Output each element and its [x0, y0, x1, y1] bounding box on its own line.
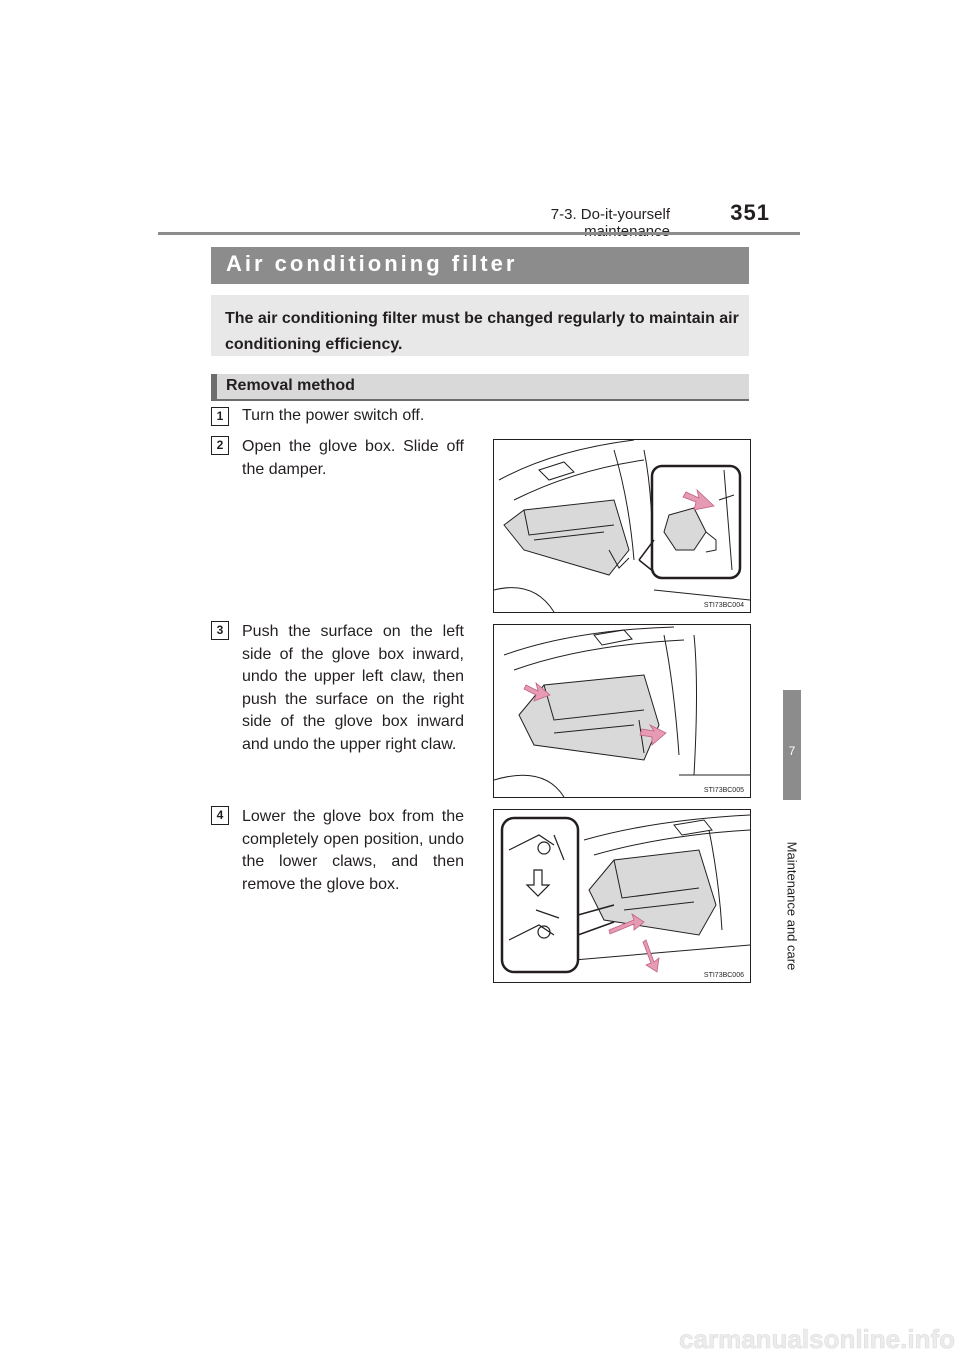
step-text-4: Lower the glove box from the completely open position, undo the lower claws, and then remove the glove box. — [242, 808, 464, 893]
pink-arrow-down-icon — [643, 940, 659, 972]
figure-step-4 — [493, 809, 751, 983]
chapter-tab-number: 7 — [788, 744, 796, 758]
step-text-1: Turn the power switch off. — [242, 407, 425, 424]
svg-text:carmanualsonline.info: carmanualsonline.info — [679, 1324, 955, 1354]
glove-box-claws-illustration — [494, 625, 750, 797]
figure-step-3 — [493, 624, 751, 798]
subheading: Removal method — [226, 377, 355, 394]
section-header: 7-3. Do-it-yourself — [550, 206, 670, 223]
step-text-2: Open the glove box. Slide off the damper. — [242, 438, 464, 478]
subheading-rule — [211, 399, 749, 401]
page-number: 351 — [730, 200, 770, 225]
step-number-1: 1 — [211, 407, 229, 426]
header-rule — [158, 232, 800, 235]
step-number-2: 2 — [211, 436, 229, 455]
watermark-logo — [590, 1322, 960, 1358]
figure-code-4: STI73BC006 — [703, 972, 744, 979]
chapter-tab-label: Maintenance and care — [784, 841, 800, 971]
figure-step-2 — [493, 439, 751, 613]
step-text-3: Push the surface on the left side of the glove box inward, undo the upper left claw, then push the surface on the right side of the glove box inward and undo the upper right claw. — [242, 623, 464, 753]
page-title: Air conditioning filter — [226, 251, 518, 276]
step-number-4: 4 — [211, 806, 229, 825]
figure-code-2: STI73BC004 — [703, 602, 744, 609]
intro-text: The air conditioning filter must be changed regularly to maintain air conditioning efficiency. — [225, 310, 739, 353]
glove-box-removal-illustration — [494, 810, 750, 982]
glove-box-damper-illustration — [494, 440, 750, 612]
figure-code-3: STI73BC005 — [703, 787, 744, 794]
step-number-3: 3 — [211, 621, 229, 640]
